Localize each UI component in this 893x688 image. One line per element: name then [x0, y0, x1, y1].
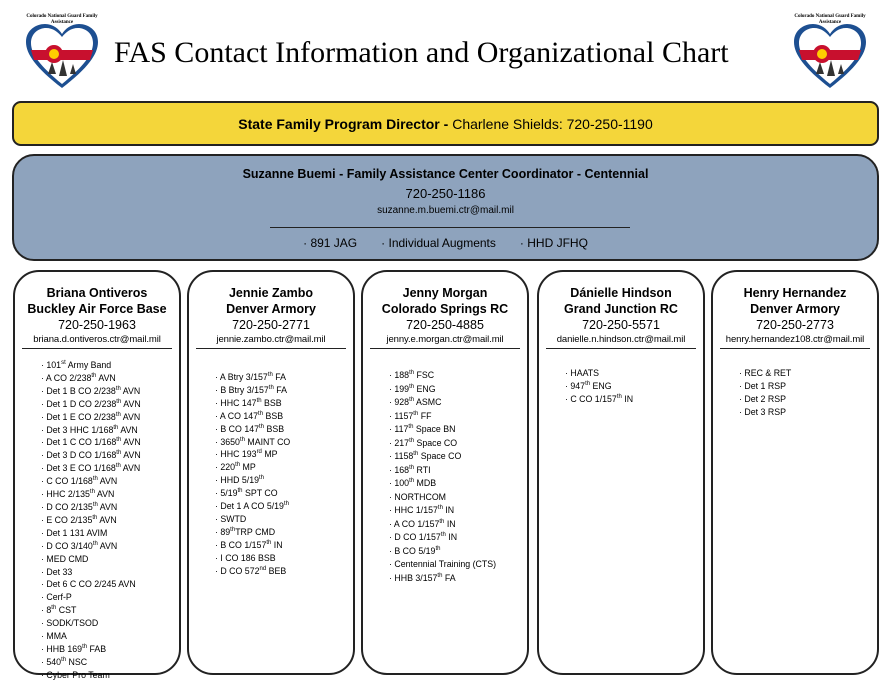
unit-item: · 1158th Space CO: [389, 450, 527, 464]
contact-name: Dánielle Hindson: [570, 286, 672, 300]
contact-column: [537, 270, 705, 675]
unit-item: · SWTD: [215, 513, 353, 526]
unit-item: · 947th ENG: [565, 380, 703, 393]
column-divider: [196, 348, 346, 349]
unit-item: · MMA: [41, 630, 179, 643]
unit-item: · HHC 147th BSB: [215, 397, 353, 410]
unit-list: [389, 369, 527, 585]
logo-left: [22, 14, 102, 94]
unit-item: · Det 3 HHC 1/168th AVN: [41, 424, 179, 437]
unit-item: · 168th RTI: [389, 464, 527, 478]
unit-item: · NORTHCOM: [389, 491, 527, 505]
unit-item: · Det 1 131 AVIM: [41, 527, 179, 540]
unit-item: · E CO 2/135th AVN: [41, 514, 179, 527]
unit-item: · HHC 193rd MP: [215, 448, 353, 461]
contact-name: Henry Hernandez: [743, 286, 847, 300]
coordinator-divider: [270, 227, 630, 228]
unit-list: [215, 371, 353, 578]
unit-list: [565, 367, 703, 406]
coordinator-item: · 891 JAG: [303, 236, 358, 250]
unit-item: · SODK/TSOD: [41, 617, 179, 630]
director-bar: [12, 101, 879, 146]
unit-item: · HHB 169th FAB: [41, 643, 179, 656]
contact-location: Buckley Air Force Base: [27, 302, 167, 316]
unit-item: · HHC 2/135th AVN: [41, 488, 179, 501]
contact-column: [13, 270, 181, 680]
page-title: FAS Contact Information and Organizational Chart: [114, 36, 729, 69]
unit-item: · A CO 147th BSB: [215, 410, 353, 423]
logo-org-text: Colorado National Guard Family Assistance: [794, 14, 866, 25]
logo-right: [790, 14, 870, 94]
contact-name: Jenny Morgan: [402, 286, 488, 300]
contact-email: henry.hernandez108.ctr@mail.mil: [725, 334, 865, 345]
unit-item: · I CO 186 BSB: [215, 552, 353, 565]
unit-item: · 220th MP: [215, 461, 353, 474]
unit-item: · Det 1 C CO 1/168th AVN: [41, 436, 179, 449]
unit-item: · Cyber Pro Team: [41, 669, 179, 682]
coordinator-item: · Individual Augments: [381, 236, 496, 250]
unit-item: · B CO 1/157th IN: [215, 539, 353, 552]
unit-item: · Det 1 RSP: [739, 380, 877, 393]
contact-phone: 720-250-2773: [756, 318, 834, 332]
column-divider: [546, 348, 696, 349]
unit-item: · Det 6 C CO 2/245 AVN: [41, 578, 179, 591]
unit-item: · Det 1 D CO 2/238th AVN: [41, 398, 179, 411]
unit-item: · 89thTRP CMD: [215, 526, 353, 539]
unit-item: · D CO 2/135th AVN: [41, 501, 179, 514]
unit-list: [739, 367, 877, 419]
unit-item: · A Btry 3/157th FA: [215, 371, 353, 384]
contact-phone: 720-250-1963: [58, 318, 136, 332]
contact-column: [711, 270, 879, 675]
coordinator-phone: 720-250-1186: [405, 186, 486, 201]
unit-item: · A CO 1/157th IN: [389, 518, 527, 532]
unit-item: · D CO 572nd BEB: [215, 565, 353, 578]
unit-item: · Det 1 E CO 2/238th AVN: [41, 411, 179, 424]
unit-item: · 188th FSC: [389, 369, 527, 383]
unit-item: · 100th MDB: [389, 477, 527, 491]
column-divider: [22, 348, 172, 349]
unit-item: · HHC 1/157th IN: [389, 504, 527, 518]
unit-item: · Det 3 D CO 1/168th AVN: [41, 449, 179, 462]
unit-list: [41, 359, 179, 682]
contact-column: [361, 270, 529, 675]
unit-item: · Cerf-P: [41, 591, 179, 604]
unit-item: · HAATS: [565, 367, 703, 380]
unit-item: · Centennial Training (CTS): [389, 558, 527, 572]
unit-item: · 928th ASMC: [389, 396, 527, 410]
contact-location: Colorado Springs RC: [381, 302, 509, 316]
director-role: State Family Program Director -: [238, 115, 449, 132]
unit-item: · 117th Space BN: [389, 423, 527, 437]
contact-location: Denver Armory: [226, 302, 316, 316]
unit-item: · A CO 2/238th AVN: [41, 372, 179, 385]
director-contact: Charlene Shields: 720-250-1190: [452, 115, 653, 132]
unit-item: · 1157th FF: [389, 410, 527, 424]
unit-item: · 5/19th SPT CO: [215, 487, 353, 500]
column-divider: [720, 348, 870, 349]
contact-name: Briana Ontiveros: [46, 286, 148, 300]
coordinator-box: [12, 154, 879, 261]
unit-item: · Det 3 E CO 1/168th AVN: [41, 462, 179, 475]
contact-email: danielle.n.hindson.ctr@mail.mil: [556, 334, 686, 345]
contact-location: Denver Armory: [750, 302, 840, 316]
unit-item: · Det 2 RSP: [739, 393, 877, 406]
coordinator-items: [14, 236, 877, 250]
unit-item: · D CO 3/140th AVN: [41, 540, 179, 553]
unit-item: · 3650th MAINT CO: [215, 436, 353, 449]
unit-item: · B CO 147th BSB: [215, 423, 353, 436]
contact-email: briana.d.ontiveros.ctr@mail.mil: [33, 334, 161, 345]
unit-item: · HHD 5/19th: [215, 474, 353, 487]
unit-item: · 8th CST: [41, 604, 179, 617]
contact-phone: 720-250-2771: [232, 318, 310, 332]
unit-item: · 540th NSC: [41, 656, 179, 669]
column-divider: [370, 348, 520, 349]
unit-item: · Det 3 RSP: [739, 406, 877, 419]
coordinator-email: suzanne.m.buemi.ctr@mail.mil: [377, 205, 514, 216]
contact-phone: 720-250-4885: [406, 318, 484, 332]
heart-flag-icon: [794, 24, 866, 90]
unit-item: · 217th Space CO: [389, 437, 527, 451]
coordinator-title: Suzanne Buemi - Family Assistance Center Coordinator - Centennial: [242, 167, 649, 181]
contact-column: [187, 270, 355, 675]
unit-item: · 101st Army Band: [41, 359, 179, 372]
unit-item: · Det 1 A CO 5/19th: [215, 500, 353, 513]
unit-item: · C CO 1/157th IN: [565, 393, 703, 406]
unit-item: · REC & RET: [739, 367, 877, 380]
contact-email: jenny.e.morgan.ctr@mail.mil: [386, 334, 504, 345]
logo-org-text: Colorado National Guard Family Assistance: [26, 14, 98, 25]
contact-location: Grand Junction RC: [564, 302, 678, 316]
unit-item: · B Btry 3/157th FA: [215, 384, 353, 397]
unit-item: · 199th ENG: [389, 383, 527, 397]
unit-item: · C CO 1/168th AVN: [41, 475, 179, 488]
unit-item: · HHB 3/157th FA: [389, 572, 527, 586]
heart-flag-icon: [26, 24, 98, 90]
unit-item: · D CO 1/157th IN: [389, 531, 527, 545]
coordinator-item: · HHD JFHQ: [519, 236, 588, 250]
contact-email: jennie.zambo.ctr@mail.mil: [216, 334, 326, 345]
unit-item: · B CO 5/19th: [389, 545, 527, 559]
unit-item: · MED CMD: [41, 553, 179, 566]
contact-phone: 720-250-5571: [582, 318, 660, 332]
unit-item: · Det 1 B CO 2/238th AVN: [41, 385, 179, 398]
contact-name: Jennie Zambo: [228, 286, 314, 300]
unit-item: · Det 33: [41, 566, 179, 579]
